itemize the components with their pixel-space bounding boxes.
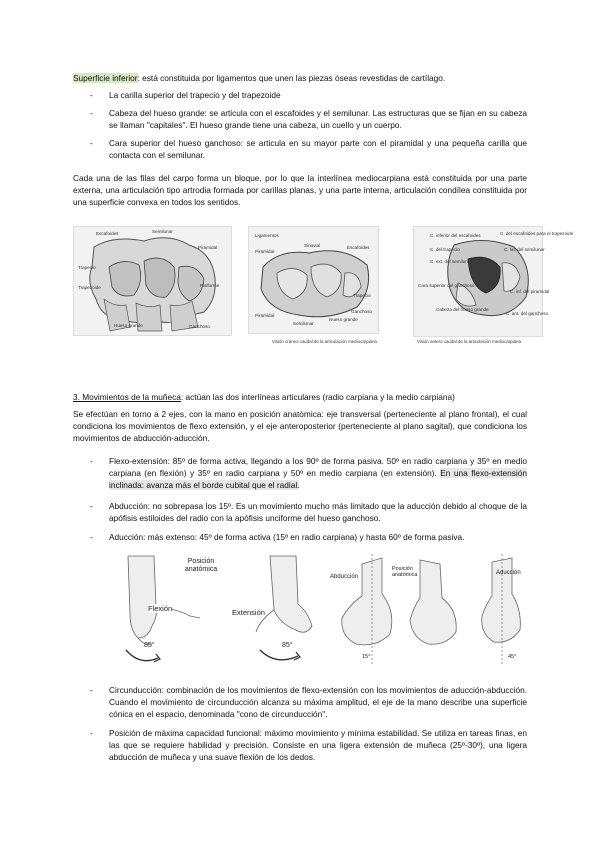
extension-label: Extensión: [232, 608, 265, 617]
flexion-degrees: 85°: [144, 642, 155, 649]
list-item: - Cabeza del hueso grande: se articula con el escafoides y el semilunar. Las estructuras que se fijan en su cabeza se llaman "capitales". El hueso grande tiene una cabeza, un cuello y un cuerpo.: [90, 108, 527, 131]
figure2-caption: Visión craneo caudal de la articulación mediocarpiana: [272, 339, 377, 344]
list-item: - Cara superior del hueso ganchoso: se articula en su mayor parte con el piramidal y una pequeña carilla que contacta con el semilunar.: [90, 138, 527, 161]
list-item: - Circunducción: combinación de los movimientos de flexo-extensión con los movimientos de aducción-abducción. Cuando el movimiento de circunducción alcanza su máxima amplitud, el eje de la mano describe una superficie cónica en el espacio, denominada "cono de circunducción".: [90, 685, 527, 720]
list-item: - Posición de máxima capacidad funcional: máximo movimiento y mínima estabilidad. Se utiliza en tareas finas, en las que se requiere habilidad y precisión. Consiste en una ligera extensión de muñeca (25º-30º), una ligera abducción de muñeca y una suave flexión de los dedos.: [90, 728, 527, 763]
superficie-inferior-paragraph: [73, 72, 527, 84]
section-3-heading: 3. Movimientos de la muñeca: actúan las dos interlíneas articulares (radio carpiana y la medio carpiana): [73, 392, 455, 402]
mediocarpiana-front-illustration: [414, 227, 542, 336]
superficie-inferior-term: Superficie inferior: [73, 73, 138, 83]
figure3-caption: Visión antero caudal de la articulación mediocarpiana: [417, 339, 521, 344]
list-item: - Abducción: no sobrepasa los 15º. Es un movimiento mucho más limitado que la aducción debido al choque de la apófisis estiloides del radio con la apófisis unciforme del hueso ganchoso.: [90, 501, 527, 524]
posicion-anatomica-2-label: Posición anatómica: [392, 566, 418, 578]
mediocarpiana-paragraph: Cada una de las filas del carpo forma un bloque, por lo que la interlínea mediocarpiana está constituida por una parte externa, una articulación tipo artrodia formada por carillas planas, y una parte interna, articulación condílea constituida por una superficie convexa en todos los sentidos.: [73, 173, 527, 208]
aduccion-label: Aducción: [496, 570, 521, 576]
figure-carpus-dorsal: Escafoides Semilunar Piramidal Pisiforme Trapecio Trapezoide Hueso grande Ganchoso: [73, 226, 232, 336]
flexion-label: Flexión: [148, 604, 173, 613]
extension-degrees: 85°: [282, 642, 293, 649]
section-3-title: 3. Movimientos de la muñeca: [73, 392, 181, 402]
posicion-anatomica-label: Posición anatómica: [184, 558, 218, 573]
flexo-highlight: En una flexo-extensión inclinada: avanza más el borde cubital que el radial.: [109, 468, 527, 491]
list-item: - Flexo-extensión: 85º de forma activa, llegando a los 90º de forma pasiva. 50º en radio carpiana y 35º en medio carpiana (en flexión) y 35º en radio carpiana y 50º en medio carpiana (en extensión). En una flexo-extensión inclinada: avanza más el borde cubital que el radial.: [90, 456, 527, 491]
figure-mediocarpiana-craneo-caudal: Ligamentos Sinovial Piramidal Escafoides Trapecio Piramidal Semilunar Hueso grande Ganchoso: [248, 226, 379, 334]
figure-wrist-movements: [120, 554, 530, 672]
section-3-intro: Se efectúan en torno a 2 ejes, con la mano en posición anatómica: eje transversal (perteneciente al plano frontal), el cual condiciona los movimientos de flexo extensión, y el eje anteroposterior (perteneciente al plano sagital), que condiciona los movimientos de abducción-aducción.: [73, 409, 527, 444]
carpus-bones-illustration: [74, 227, 231, 335]
superficie-inferior-text: : está constituida por ligamentos que unen las piezas óseas revestidas de cartílago.: [137, 73, 446, 83]
figure-mediocarpiana-antero-caudal: C. inferior del escafoides C. del escafoides para el trapezoide C. del trapecio C. lat. del semilunar C. ext. del semilunar Cara superior del ganchoso Cabeza del hueso grande C. inf. del piramidal C. ant. del ganchoso: [413, 226, 543, 337]
list-item: - La carilla superior del trapecio y del trapezoide: [90, 90, 281, 100]
abduccion-label: Abducción: [330, 574, 359, 580]
aduccion-degrees: 45°: [508, 654, 517, 660]
abduccion-degrees: 15°: [362, 654, 371, 660]
list-item: - Aducción: más extenso: 45º de forma activa (15º en radio carpiana) y hasta 60º de forma pasiva.: [90, 532, 465, 542]
